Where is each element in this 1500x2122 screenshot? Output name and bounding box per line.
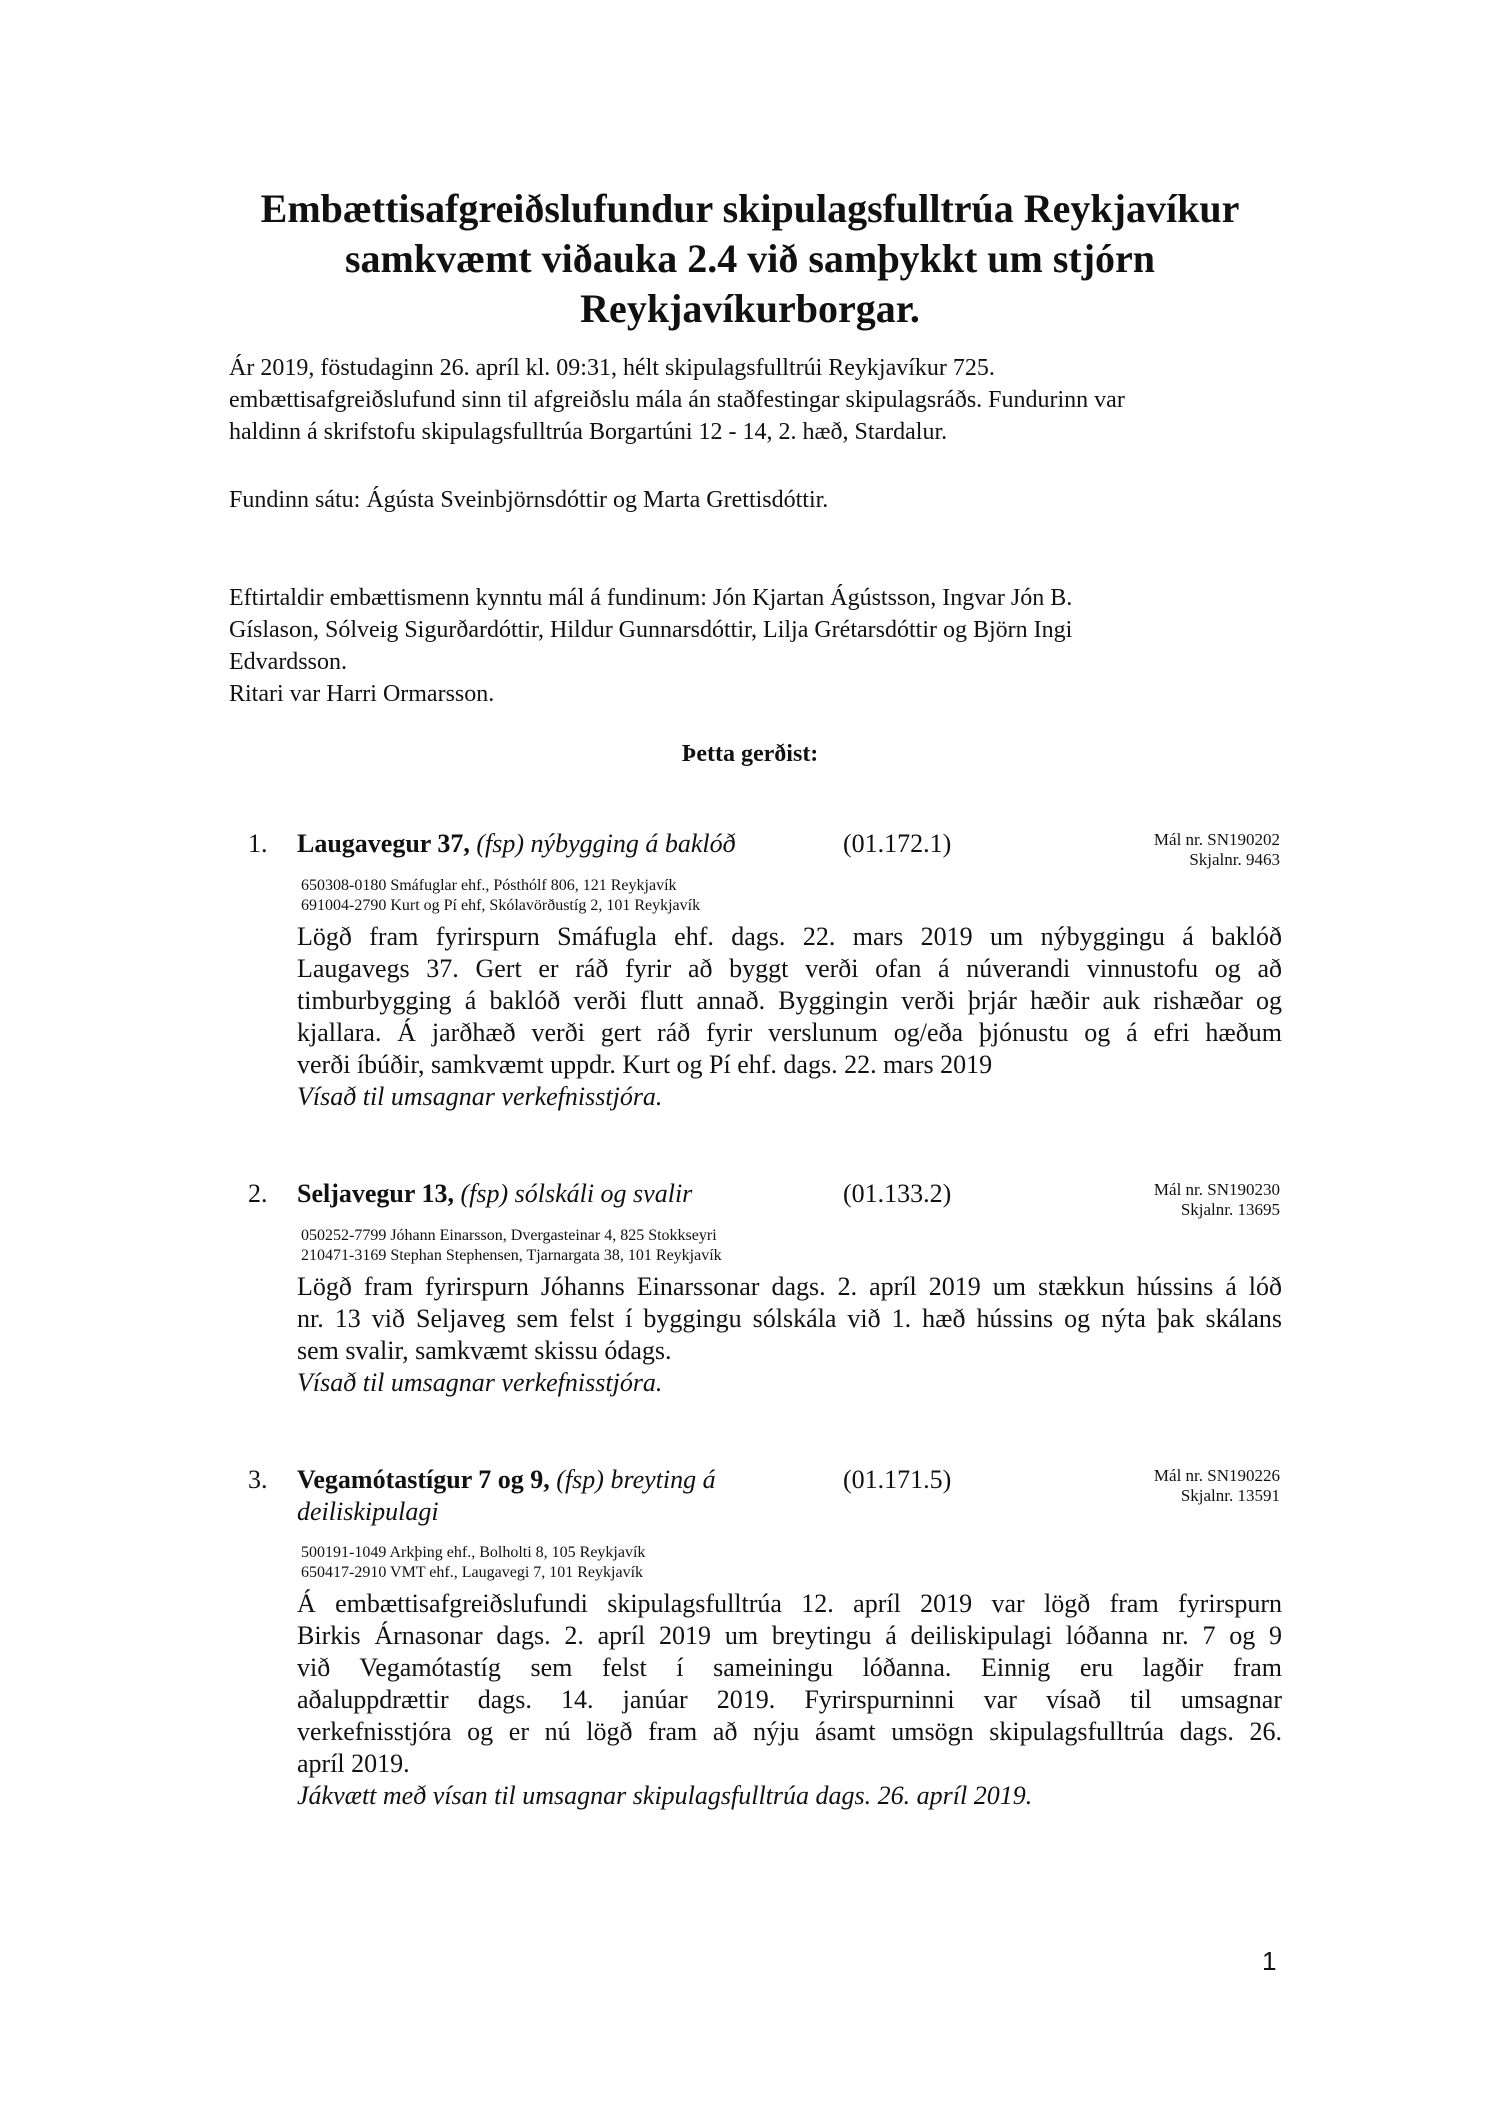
case-no: Mál nr. SN190230 <box>1153 1180 1280 1199</box>
case-conclusion: Jákvætt með vísan til umsagnar skipulagsfulltrúa dags. 26. apríl 2019. <box>297 1781 1033 1810</box>
case-body <box>297 1588 1282 1780</box>
body-line: kjallara. Á jarðhæð verði gert ráð fyrir verslunum og/eða þjónustu og á efri hæðum <box>297 1018 1282 1047</box>
secretary-paragraph <box>229 678 1289 710</box>
party-line: 650417-2910 VMT ehf., Laugavegi 7, 101 Reykjavík <box>301 1564 644 1581</box>
case-number: 2. <box>248 1179 268 1208</box>
body-line: Á embættisafgreiðslufundi skipulagsfulltrúa 12. apríl 2019 var lögð fram fyrirspurn <box>297 1589 1282 1618</box>
officials-paragraph <box>229 582 1289 678</box>
title-line: Reykjavíkurborgar. <box>580 286 920 331</box>
case-description: (fsp) sólskáli og svalir <box>453 1179 693 1208</box>
case-no: Mál nr. SN190226 <box>1153 1466 1280 1485</box>
party-line: 691004-2790 Kurt og Pí ehf, Skólavörðustíg 2, 101 Reykjavík <box>301 897 701 914</box>
case-number: 3. <box>248 1465 268 1494</box>
body-line: apríl 2019. <box>297 1749 410 1778</box>
body-line: sem svalir, samkvæmt skissu ódags. <box>297 1336 672 1365</box>
body-line: nr. 13 við Seljaveg sem felst í byggingu sólskála við 1. hæð hússins og nýta þak skálans <box>297 1304 1282 1333</box>
body-line: aðaluppdrættir dags. 14. janúar 2019. Fyrirspurninni var vísað til umsagnar <box>297 1685 1282 1714</box>
attendees-paragraph <box>229 484 1289 516</box>
doc-no: Skjalnr. 9463 <box>1189 850 1280 869</box>
case-code: (01.133.2) <box>843 1179 952 1208</box>
intro-line: haldinn á skrifstofu skipulagsfulltrúa Borgartúni 12 - 14, 2. hæð, Stardalur. <box>229 419 948 445</box>
doc-no: Skjalnr. 13591 <box>1180 1486 1280 1505</box>
intro-line: embættisafgreiðslufund sinn til afgreiðslu mála án staðfestingar skipulagsráðs. Fundurinn var <box>229 387 1125 413</box>
body-line: timburbygging á baklóð verði flutt annað. Byggingin verði þrjár hæðir auk rishæðar og <box>297 986 1282 1015</box>
case-body <box>297 921 1282 1081</box>
case-code: (01.171.5) <box>843 1465 952 1494</box>
title-line: Embættisafgreiðslufundur skipulagsfulltrúa Reykjavíkur <box>260 186 1240 231</box>
body-line: Lögð fram fyrirspurn Smáfugla ehf. dags. 22. mars 2019 um nýbyggingu á baklóð <box>297 922 1282 951</box>
party-line: 650308-0180 Smáfuglar ehf., Pósthólf 806, 121 Reykjavík <box>301 877 677 894</box>
body-line: Laugavegs 37. Gert er ráð fyrir að byggt verði ofan á núverandi vinnustofu og að <box>297 954 1282 983</box>
secretary-line: Ritari var Harri Ormarsson. <box>229 681 495 707</box>
party-line: 500191-1049 Arkþing ehf., Bolholti 8, 105 Reykjavík <box>301 1544 646 1561</box>
doc-no: Skjalnr. 13695 <box>1180 1200 1280 1219</box>
case-description: (fsp) nýbygging á baklóð <box>469 829 736 858</box>
officials-line: Gíslason, Sólveig Sigurðardóttir, Hildur Gunnarsdóttir, Lilja Grétarsdóttir og Björn Ingi <box>229 617 1073 643</box>
case-street: Vegamótastígur 7 og 9, <box>297 1465 550 1494</box>
body-line: Birkis Árnasonar dags. 2. apríl 2019 um breytingu á deiliskipulagi lóðanna nr. 7 og 9 <box>297 1621 1282 1650</box>
title-line: samkvæmt viðauka 2.4 við samþykkt um stjórn <box>344 236 1156 281</box>
intro-line: Ár 2019, föstudaginn 26. apríl kl. 09:31, hélt skipulagsfulltrúi Reykjavíkur 725. <box>229 355 995 381</box>
case-conclusion: Vísað til umsagnar verkefnisstjóra. <box>297 1368 663 1397</box>
case-number: 1. <box>248 829 268 858</box>
case-parties <box>301 1543 645 1583</box>
section-heading: Þetta gerðist: <box>681 741 819 767</box>
body-line: Lögð fram fyrirspurn Jóhanns Einarssonar dags. 2. apríl 2019 um stækkun hússins á lóð <box>297 1272 1282 1301</box>
case-street: Seljavegur 13, <box>297 1179 454 1208</box>
case-body <box>297 1271 1282 1367</box>
intro-paragraph <box>229 352 1289 448</box>
body-line: við Vegamótastíg sem felst í sameiningu lóðanna. Einnig eru lagðir fram <box>297 1653 1282 1682</box>
attendees-line: Fundinn sátu: Ágústa Sveinbjörnsdóttir og Marta Grettisdóttir. <box>229 487 829 513</box>
case-title <box>297 1178 777 1210</box>
case-street: Laugavegur 37, <box>297 829 470 858</box>
case-reference <box>1080 1466 1280 1506</box>
party-line: 050252-7799 Jóhann Einarsson, Dvergasteinar 4, 825 Stokkseyri <box>301 1227 717 1244</box>
case-conclusion: Vísað til umsagnar verkefnisstjóra. <box>297 1082 663 1111</box>
document-title <box>200 184 1300 334</box>
body-line: verði íbúðir, samkvæmt uppdr. Kurt og Pí ehf. dags. 22. mars 2019 <box>297 1050 993 1079</box>
case-parties <box>301 1226 722 1266</box>
page-number: 1 <box>1262 1946 1277 1976</box>
officials-line: Edvardsson. <box>229 649 347 675</box>
case-code: (01.172.1) <box>843 829 952 858</box>
case-title <box>297 828 777 860</box>
officials-line: Eftirtaldir embættismenn kynntu mál á fundinum: Jón Kjartan Ágústsson, Ingvar Jón B. <box>229 585 1073 611</box>
body-line: verkefnisstjóra og er nú lögð fram að nýju ásamt umsögn skipulagsfulltrúa dags. 26. <box>297 1717 1282 1746</box>
case-description: (fsp) breyting á deiliskipulagi <box>297 1465 716 1526</box>
case-reference <box>1080 830 1280 870</box>
party-line: 210471-3169 Stephan Stephensen, Tjarnargata 38, 101 Reykjavík <box>301 1247 722 1264</box>
case-reference <box>1080 1180 1280 1220</box>
case-no: Mál nr. SN190202 <box>1153 830 1280 849</box>
case-parties <box>301 876 700 916</box>
case-title <box>297 1464 767 1528</box>
